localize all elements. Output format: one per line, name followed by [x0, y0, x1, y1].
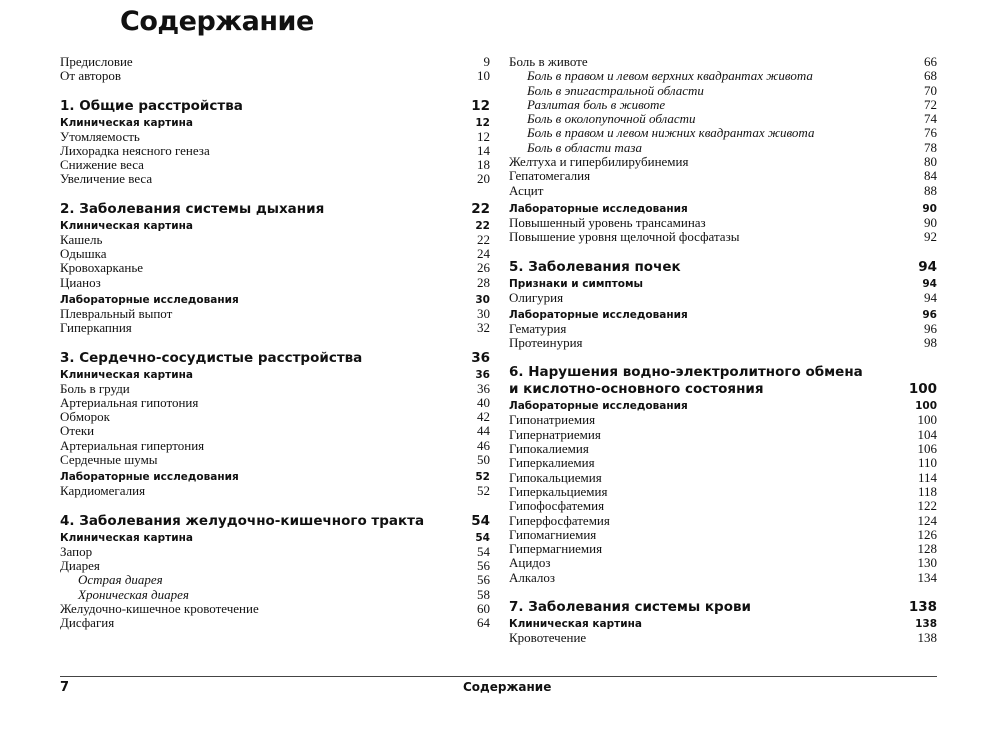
entry-page: 26 [477, 260, 490, 276]
chapter-heading[interactable] [60, 350, 490, 367]
toc-subentry[interactable] [509, 112, 937, 126]
entry-page: 124 [917, 512, 937, 528]
chapter-page: 12 [471, 97, 490, 114]
toc-entry[interactable] [509, 485, 937, 499]
entry-label: Гиперкальциемия [509, 483, 608, 499]
section-page: 52 [475, 471, 490, 484]
entry-page: 98 [924, 335, 937, 351]
chapter-6 [509, 364, 937, 585]
entry-page: 28 [477, 274, 490, 290]
section-heading[interactable] [60, 293, 490, 307]
toc-entry[interactable] [509, 499, 937, 513]
section-heading[interactable] [60, 470, 490, 484]
chapter-title: 3. Сердечно-сосудистые расстройства [60, 349, 363, 366]
chapter-heading[interactable] [60, 201, 490, 218]
entry-label: Повышенный уровень трансаминаз [509, 214, 706, 230]
section-heading[interactable] [509, 399, 937, 413]
section-label: Лабораторные исследования [509, 202, 688, 215]
section-heading[interactable] [60, 116, 490, 130]
toc-entry[interactable] [509, 216, 937, 230]
toc-entry[interactable] [60, 382, 490, 396]
entry-page: 74 [924, 111, 937, 127]
toc-entry[interactable] [509, 413, 937, 427]
entry-label: Одышка [60, 246, 107, 262]
section-label: Клиническая картина [60, 116, 193, 129]
toc-entry[interactable] [60, 130, 490, 144]
chapter-page: 54 [471, 512, 490, 529]
section-label: Лабораторные исследования [509, 308, 688, 321]
chapter-heading[interactable] [60, 513, 490, 530]
chapter-title: 7. Заболевания системы крови [509, 599, 751, 616]
toc-entry[interactable] [60, 545, 490, 559]
toc-entry[interactable] [509, 542, 937, 556]
entry-label: Артериальная гипертония [60, 437, 205, 453]
entry-label: Гиперкалиемия [509, 455, 595, 471]
toc-entry[interactable] [60, 484, 490, 498]
entry-page: 104 [917, 426, 937, 442]
toc-entry[interactable] [509, 55, 937, 69]
section-label: Лабораторные исследования [509, 400, 688, 413]
entry-label: Олигурия [509, 289, 564, 305]
toc-entry[interactable] [509, 336, 937, 350]
chapter-3 [60, 350, 490, 499]
entry-page: 52 [477, 483, 490, 499]
chapter-1 [60, 98, 490, 187]
entry-label: Алкалоз [509, 569, 556, 585]
entry-label: Гипонатриемия [509, 412, 596, 428]
entry-label: Боль в правом и левом нижних квадрантах живота [527, 125, 815, 141]
entry-label: Увеличение веса [60, 171, 153, 187]
section-page: 94 [922, 277, 937, 290]
entry-label: Боль в эпигастральной области [527, 82, 704, 98]
toc-entry[interactable] [60, 396, 490, 410]
toc-entry[interactable] [60, 158, 490, 172]
toc-entry[interactable] [509, 322, 937, 336]
toc-entry[interactable] [509, 230, 937, 244]
section-heading[interactable] [60, 531, 490, 545]
toc-right-column [509, 55, 937, 645]
chapter-page: 22 [471, 200, 490, 217]
toc-entry[interactable] [509, 631, 937, 645]
entry-label: Боль в правом и левом верхних квадрантах живота [527, 68, 813, 84]
footer-page-number: 7 [60, 680, 70, 695]
toc-entry[interactable] [60, 144, 490, 158]
entry-page: 66 [924, 54, 937, 69]
section-label: Клиническая картина [60, 368, 193, 381]
toc-entry[interactable] [60, 439, 490, 453]
entry-page: 78 [924, 139, 937, 155]
entry-label: Протеинурия [509, 335, 583, 351]
chapter-heading[interactable] [509, 364, 937, 398]
toc-entry[interactable] [60, 55, 490, 69]
section-heading[interactable] [509, 617, 937, 631]
entry-label: Кровотечение [509, 630, 587, 646]
entry-label: Гепатомегалия [509, 168, 591, 184]
entry-label: От авторов [60, 68, 122, 84]
section-page: 22 [475, 219, 490, 232]
entry-label: Боль в области таза [527, 139, 642, 155]
entry-label: Запор [60, 543, 93, 559]
toc-subentry[interactable] [509, 69, 937, 83]
entry-label: Цианоз [60, 274, 101, 290]
toc-subentry[interactable] [60, 573, 490, 587]
entry-page: 56 [477, 557, 490, 573]
entry-page: 70 [924, 82, 937, 98]
toc-entry[interactable] [509, 428, 937, 442]
entry-page: 134 [917, 569, 937, 585]
section-label: Клиническая картина [60, 531, 193, 544]
entry-page: 72 [924, 96, 937, 112]
section-label: Клиническая картина [60, 219, 193, 232]
entry-label: Сердечные шумы [60, 452, 158, 468]
toc-subentry[interactable] [509, 126, 937, 140]
toc-entry[interactable] [60, 602, 490, 616]
entry-page: 130 [917, 555, 937, 571]
section-page: 96 [922, 308, 937, 321]
entry-label: Гематурия [509, 320, 567, 336]
toc-entry[interactable] [509, 471, 937, 485]
page-title: Содержание [120, 6, 314, 37]
entry-label: Хроническая диарея [78, 586, 189, 602]
chapter-7 [509, 599, 937, 645]
entry-page: 76 [924, 125, 937, 141]
chapter-title: 5. Заболевания почек [509, 258, 681, 275]
entry-label: Асцит [509, 182, 544, 198]
entry-label: Гипокальциемия [509, 469, 602, 485]
section-page: 100 [915, 400, 937, 413]
entry-page: 36 [477, 380, 490, 396]
toc-entry[interactable] [509, 528, 937, 542]
section-label: Признаки и симптомы [509, 277, 644, 290]
entry-label: Гиперфосфатемия [509, 512, 610, 528]
chapter-page: 94 [918, 258, 937, 275]
toc-entry[interactable] [60, 321, 490, 335]
entry-page: 122 [917, 498, 937, 514]
toc-entry[interactable] [509, 571, 937, 585]
entry-page: 68 [924, 68, 937, 84]
section-label: Лабораторные исследования [60, 293, 239, 306]
section-page: 138 [915, 618, 937, 631]
toc-subentry[interactable] [60, 588, 490, 602]
chapter-title [509, 364, 863, 398]
section-heading[interactable] [60, 219, 490, 233]
entry-page: 60 [477, 600, 490, 616]
entry-page: 114 [917, 469, 937, 485]
toc-entry[interactable] [509, 514, 937, 528]
toc-entry[interactable] [60, 172, 490, 186]
section-heading[interactable] [509, 202, 937, 216]
entry-page: 40 [477, 394, 490, 410]
entry-page: 12 [477, 128, 490, 144]
entry-label: Гипермагниемия [509, 541, 603, 557]
entry-label: Отеки [60, 423, 95, 439]
chapter-title: 4. Заболевания желудочно-кишечного тракта [60, 512, 425, 529]
entry-label: Кардиомегалия [60, 483, 146, 499]
entry-page: 128 [917, 541, 937, 557]
entry-label: Утомляемость [60, 128, 140, 144]
entry-label: Обморок [60, 409, 110, 425]
entry-page: 64 [477, 615, 490, 631]
section-page: 90 [922, 202, 937, 215]
toc-subentry[interactable] [509, 98, 937, 112]
entry-label: Гипернатриемия [509, 426, 601, 442]
toc-entry[interactable] [60, 233, 490, 247]
chapter-4 [60, 513, 490, 631]
chapter-5 [509, 259, 937, 351]
toc-left-column [60, 55, 490, 630]
entry-page: 20 [477, 171, 490, 187]
entry-page: 44 [477, 423, 490, 439]
section-heading[interactable] [509, 308, 937, 322]
chapter-4-continued [509, 55, 937, 245]
entry-page: 100 [917, 412, 937, 428]
entry-page: 14 [477, 142, 490, 158]
entry-label: Желтуха и гипербилирубинемия [509, 154, 689, 170]
section-heading[interactable] [509, 277, 937, 291]
entry-label: Дисфагия [60, 615, 115, 631]
toc-entry[interactable] [60, 261, 490, 275]
front-matter [60, 55, 490, 84]
entry-page: 106 [917, 441, 937, 457]
entry-label: Снижение веса [60, 157, 144, 173]
entry-label: Лихорадка неясного генеза [60, 142, 210, 158]
section-label: Клиническая картина [509, 618, 642, 631]
entry-page: 88 [924, 182, 937, 198]
toc-entry[interactable] [60, 559, 490, 573]
toc-entry[interactable] [60, 410, 490, 424]
chapter-heading[interactable] [509, 259, 937, 276]
entry-label: Разлитая боль в животе [527, 96, 666, 112]
chapter-page: 138 [908, 599, 937, 616]
chapter-heading[interactable] [509, 599, 937, 616]
entry-page: 90 [924, 214, 937, 230]
entry-page: 54 [477, 543, 490, 559]
entry-page: 18 [477, 157, 490, 173]
entry-page: 22 [477, 231, 490, 247]
entry-page: 96 [924, 320, 937, 336]
entry-page: 118 [917, 483, 937, 499]
entry-label: Плевральный выпот [60, 305, 173, 321]
footer-running-title: Содержание [463, 680, 552, 694]
entry-page: 30 [477, 305, 490, 321]
toc-entry[interactable] [509, 556, 937, 570]
chapter-title: 2. Заболевания системы дыхания [60, 200, 325, 217]
entry-label: Острая диарея [78, 572, 163, 588]
chapter-title-line-1: 6. Нарушения водно-электролитного обмена [509, 364, 863, 381]
toc-entry[interactable] [60, 453, 490, 467]
entry-label: Боль в околопупочной области [527, 111, 696, 127]
entry-label: Кашель [60, 231, 103, 247]
chapter-2 [60, 201, 490, 336]
entry-page: 32 [477, 320, 490, 336]
toc-entry[interactable] [60, 307, 490, 321]
section-page: 12 [475, 116, 490, 129]
toc-entry[interactable] [509, 169, 937, 183]
toc-entry[interactable] [60, 424, 490, 438]
section-label: Лабораторные исследования [60, 471, 239, 484]
toc-entry[interactable] [60, 276, 490, 290]
chapter-title-line-2: и кислотно-основного состояния [509, 381, 764, 398]
entry-page: 84 [924, 168, 937, 184]
entry-label: Ацидоз [509, 555, 551, 571]
entry-page: 138 [917, 630, 937, 646]
entry-page: 50 [477, 452, 490, 468]
entry-page: 9 [483, 54, 490, 69]
toc-entry[interactable] [60, 247, 490, 261]
entry-label: Диарея [60, 557, 100, 573]
entry-page: 10 [477, 68, 490, 84]
toc-entry[interactable] [60, 616, 490, 630]
toc-subentry[interactable] [509, 141, 937, 155]
entry-label: Желудочно-кишечное кровотечение [60, 600, 259, 616]
chapter-title: 1. Общие расстройства [60, 97, 243, 114]
entry-page: 80 [924, 154, 937, 170]
entry-label: Кровохарканье [60, 260, 144, 276]
toc-entry[interactable] [509, 184, 937, 198]
entry-label: Гиперкапния [60, 320, 132, 336]
chapter-page: 36 [471, 349, 490, 366]
toc-entry[interactable] [509, 442, 937, 456]
entry-label: Предисловие [60, 54, 133, 69]
entry-label: Гипокалиемия [509, 441, 589, 457]
entry-label: Повышение уровня щелочной фосфатазы [509, 229, 740, 245]
entry-label: Боль в животе [509, 54, 588, 69]
toc-entry[interactable] [509, 155, 937, 169]
entry-page: 46 [477, 437, 490, 453]
entry-page: 42 [477, 409, 490, 425]
section-page: 30 [475, 293, 490, 306]
entry-label: Гипомагниемия [509, 526, 597, 542]
chapter-heading[interactable] [60, 98, 490, 115]
footer-divider [60, 676, 937, 677]
entry-page: 58 [477, 586, 490, 602]
entry-page: 126 [917, 526, 937, 542]
entry-label: Гипофосфатемия [509, 498, 605, 514]
section-page: 36 [475, 368, 490, 381]
toc-entry[interactable] [60, 69, 490, 83]
toc-entry[interactable] [509, 291, 937, 305]
chapter-page: 100 [908, 381, 937, 398]
entry-page: 110 [917, 455, 937, 471]
toc-entry[interactable] [509, 456, 937, 470]
entry-page: 94 [924, 289, 937, 305]
entry-page: 92 [924, 229, 937, 245]
toc-subentry[interactable] [509, 84, 937, 98]
entry-page: 24 [477, 246, 490, 262]
entry-label: Артериальная гипотония [60, 394, 199, 410]
entry-page: 56 [477, 572, 490, 588]
section-heading[interactable] [60, 368, 490, 382]
entry-label: Боль в груди [60, 380, 130, 396]
section-page: 54 [475, 531, 490, 544]
